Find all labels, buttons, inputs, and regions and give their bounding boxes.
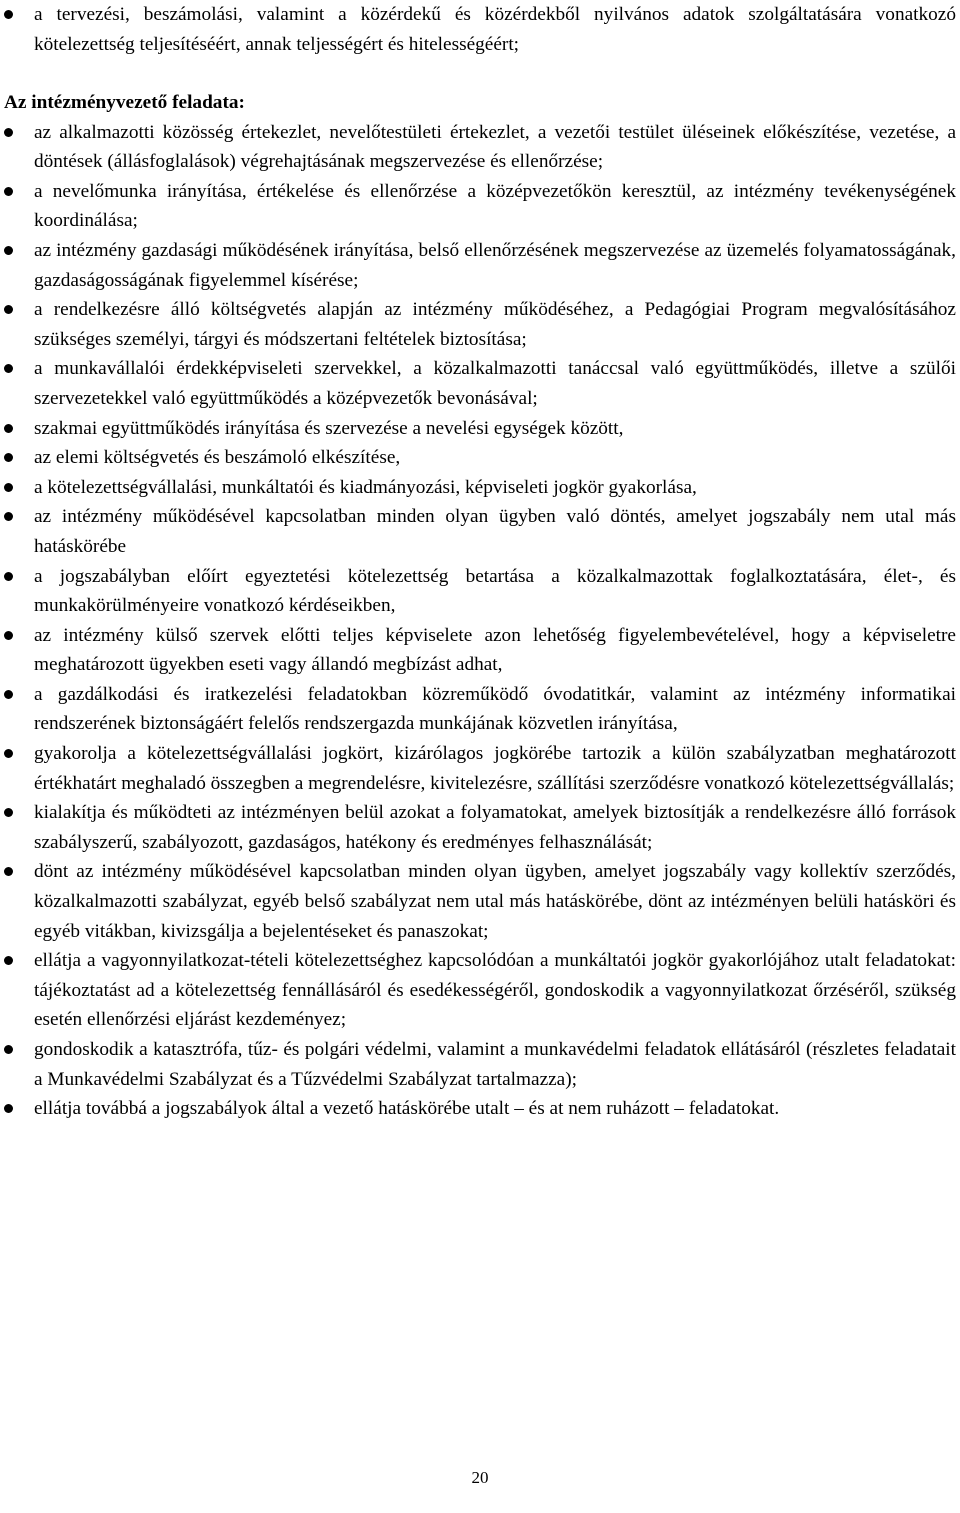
bullet-icon — [4, 572, 13, 581]
list-item-text: ellátja a vagyonnyilatkozat-tételi kötelezettséghez kapcsolódóan a munkáltatói jogkör gyakorlójához utalt feladatokat: tájékoztatást ad a kötelezettség fennállásáról és esedékességéről, gondoskodik a vagyonnyilatkozat őrzéséről, szükség esetén ellenőrzési eljárást kezdeményez; — [34, 950, 956, 1031]
bullet-icon — [4, 956, 13, 965]
bullet-icon — [4, 512, 13, 521]
page-number: 20 — [471, 1468, 489, 1487]
bullet-icon — [4, 867, 13, 876]
list-item — [0, 502, 960, 561]
list-item — [0, 0, 960, 59]
bullet-icon — [4, 690, 13, 699]
top-bullet-list — [0, 0, 960, 59]
list-item-text: a kötelezettségvállalási, munkáltatói és kiadmányozási, képviseleti jogkör gyakorlása, — [34, 476, 697, 498]
duties-bullet-list — [0, 118, 960, 1124]
bullet-icon — [4, 808, 13, 817]
bullet-icon — [4, 187, 13, 196]
list-item-text: dönt az intézmény működésével kapcsolatban minden olyan ügyben, amelyet jogszabály vagy kollektív szerződés, közalkalmazotti szabályzat, egyéb belső szabályzat nem utal más hatáskörébe, dönt az intézményen belüli hatásköri és egyéb vitákban, kivizsgálja a bejelentéseket és panaszokat; — [34, 861, 956, 942]
list-item — [0, 739, 960, 798]
list-item-text: a gazdálkodási és iratkezelési feladatokban közreműködő óvodatitkár, valamint az intézmény informatikai rendszerének biztonságáért felelős rendszergazda munkájának közvetlen irányítása, — [34, 683, 956, 735]
list-item-text: a tervezési, beszámolási, valamint a közérdekű és közérdekből nyilvános adatok szolgáltatására vonatkozó kötelezettség teljesítéséért, annak teljességért és hitelességéért; — [34, 4, 956, 55]
list-item-text: az intézmény működésével kapcsolatban minden olyan ügyben való döntés, amelyet jogszabály nem utal más hatáskörébe — [34, 506, 956, 557]
bullet-icon — [4, 1045, 13, 1054]
list-item — [0, 443, 960, 473]
section-heading: Az intézményvezető feladata: — [4, 92, 245, 113]
list-item-text: gyakorolja a kötelezettségvállalási jogkört, kizárólagos jogkörébe tartozik a külön szabályzatban meghatározott értékhatárt meghaladó összegben a megrendelésre, kivitelezésre, szállítási szerződésre vonatkozó kötelezettségvállalás; — [34, 743, 956, 794]
list-item — [0, 118, 960, 177]
list-item-text: gondoskodik a katasztrófa, tűz- és polgári védelmi, valamint a munkavédelmi feladatok ellátásáról (részletes feladatait a Munkavédelmi Szabályzat és a Tűzvédelmi Szabályzat tartalmazza); — [34, 1039, 956, 1090]
list-item-text: a munkavállalói érdekképviseleti szervekkel, a közalkalmazotti tanáccsal való együttműködés, illetve a szülői szervezetekkel való együttműködés a középvezetők bevonásával; — [34, 358, 956, 409]
list-item — [0, 562, 960, 621]
list-item — [0, 680, 960, 739]
bullet-icon — [4, 749, 13, 758]
list-item-text: a nevelőmunka irányítása, értékelése és ellenőrzése a középvezetőkön keresztül, az intézmény tevékenységének koordinálása; — [34, 180, 956, 232]
bullet-icon — [4, 246, 13, 255]
bullet-icon — [4, 453, 13, 462]
list-item-text: az elemi költségvetés és beszámoló elkészítése, — [34, 447, 401, 469]
bullet-icon — [4, 1104, 13, 1113]
list-item-text: az alkalmazotti közösség értekezlet, nevelőtestületi értekezlet, a vezetői testület üléseinek előkészítése, vezetése, a döntések (állásfoglalások) végrehajtásának megszervezése és ellenőrzése; — [34, 121, 956, 173]
list-item-text: a rendelkezésre álló költségvetés alapján az intézmény működéséhez, a Pedagógiai Program megvalósításához szükséges személyi, tárgyi és módszertani feltételek biztosítása; — [34, 299, 956, 350]
list-item — [0, 1035, 960, 1094]
list-item — [0, 414, 960, 444]
list-item — [0, 798, 960, 857]
bullet-icon — [4, 10, 13, 19]
list-item-text: a jogszabályban előírt egyeztetési kötelezettség betartása a közalkalmazottak foglalkoztatására, élet-, és munkakörülményeire vonatkozó kérdéseikben, — [34, 565, 956, 617]
list-item — [0, 295, 960, 354]
list-item — [0, 177, 960, 236]
list-item — [0, 621, 960, 680]
list-item-text: kialakítja és működteti az intézményen belül azokat a folyamatokat, amelyek biztosítják a rendelkezésre álló források szabályszerű, szabályozott, gazdaságos, hatékony és eredményes felhasználását; — [34, 802, 956, 853]
list-item — [0, 857, 960, 946]
list-item-text: szakmai együttműködés irányítása és szervezése a nevelési egységek között, — [34, 417, 624, 439]
bullet-icon — [4, 364, 13, 373]
bullet-icon — [4, 483, 13, 492]
list-item — [0, 946, 960, 1035]
list-item-text: ellátja továbbá a jogszabályok által a vezető hatáskörébe utalt – és at nem ruházott – feladatokat. — [34, 1098, 780, 1120]
list-item — [0, 473, 960, 503]
list-item — [0, 236, 960, 295]
list-item-text: az intézmény külső szervek előtti teljes képviselete azon lehetőség figyelembevételével, hogy a képviseletre meghatározott ügyekben eseti vagy állandó megbízást adhat, — [34, 624, 956, 676]
bullet-icon — [4, 128, 13, 137]
bullet-icon — [4, 631, 13, 640]
director-duties-section — [0, 86, 960, 1124]
list-item — [0, 354, 960, 413]
list-item — [0, 1094, 960, 1124]
bullet-icon — [4, 424, 13, 433]
list-item-text: az intézmény gazdasági működésének irányítása, belső ellenőrzésének megszervezése az üzemelés folyamatosságának, gazdaságosságának figyelemmel kísérése; — [34, 239, 956, 291]
bullet-icon — [4, 305, 13, 314]
